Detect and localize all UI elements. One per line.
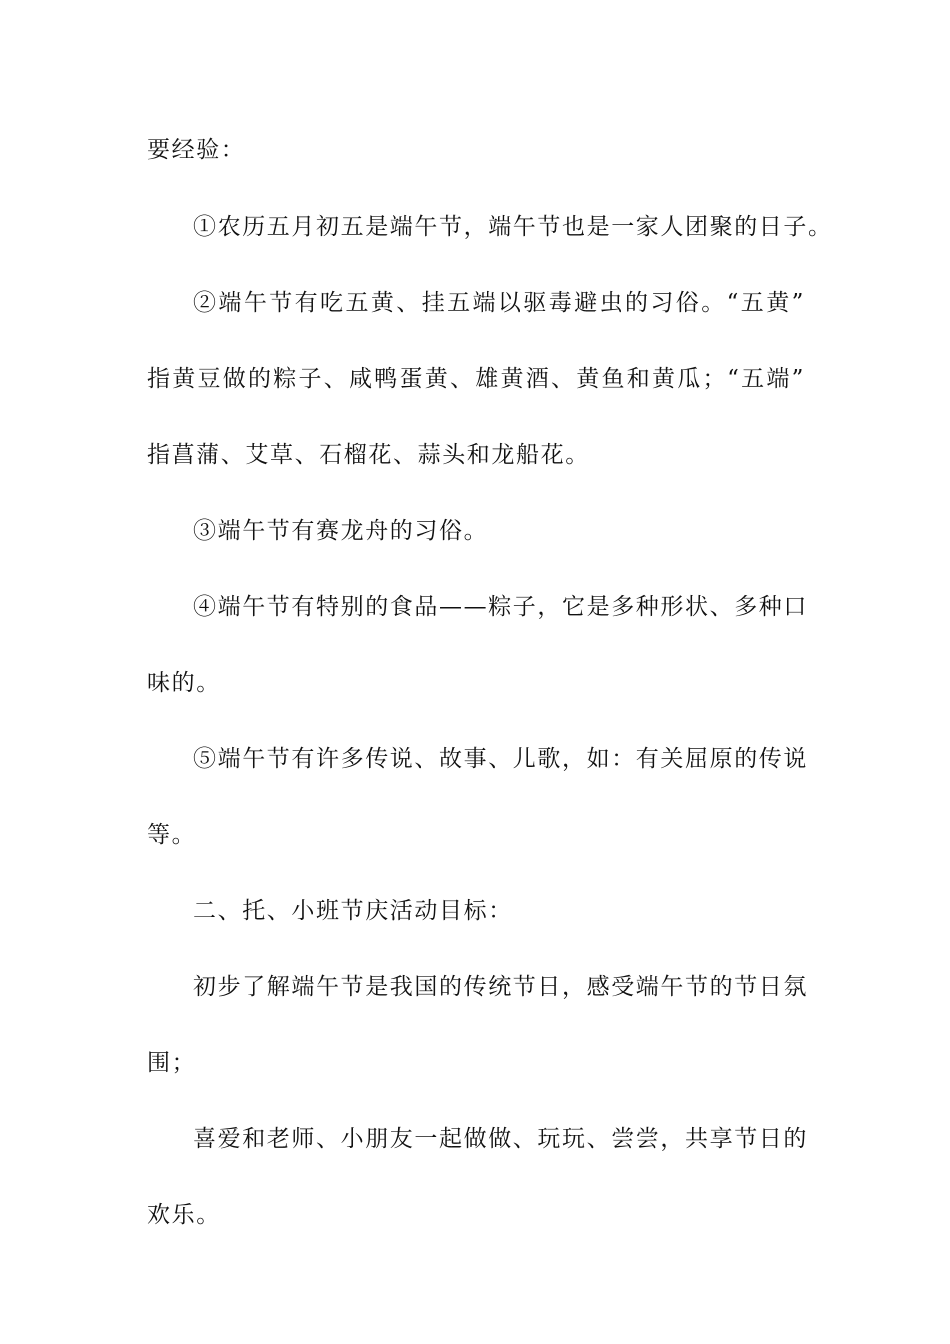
text-line-7: ④端午节有特别的食品——粽子，它是多种形状、多种口: [193, 594, 808, 620]
text-line-13: 围；: [147, 1050, 197, 1076]
text-line-3: ②端午节有吃五黄、挂五端以驱毒避虫的习俗。“五黄”: [193, 290, 805, 316]
text-line-14: 喜爱和老师、小朋友一起做做、玩玩、尝尝，共享节日的: [193, 1126, 808, 1152]
text-line-5: 指菖蒲、艾草、石榴花、蒜头和龙船花。: [147, 442, 590, 468]
text-line-8: 味的。: [147, 670, 221, 696]
text-line-15: 欢乐。: [147, 1202, 221, 1228]
text-line-12: 初步了解端午节是我国的传统节日，感受端午节的节日氛: [193, 974, 808, 1000]
text-line-4: 指黄豆做的粽子、咸鸭蛋黄、雄黄酒、黄鱼和黄瓜；“五端”: [147, 366, 805, 392]
section-heading: 二、托、小班节庆活动目标：: [193, 898, 513, 924]
text-line-6: ③端午节有赛龙舟的习俗。: [193, 518, 489, 544]
text-line-10: 等。: [147, 822, 197, 848]
text-line-2: ①农历五月初五是端午节，端午节也是一家人团聚的日子。: [193, 214, 833, 240]
text-line-1: 要经验：: [147, 137, 246, 163]
text-line-9: ⑤端午节有许多传说、故事、儿歌，如：有关屈原的传说: [193, 746, 808, 772]
